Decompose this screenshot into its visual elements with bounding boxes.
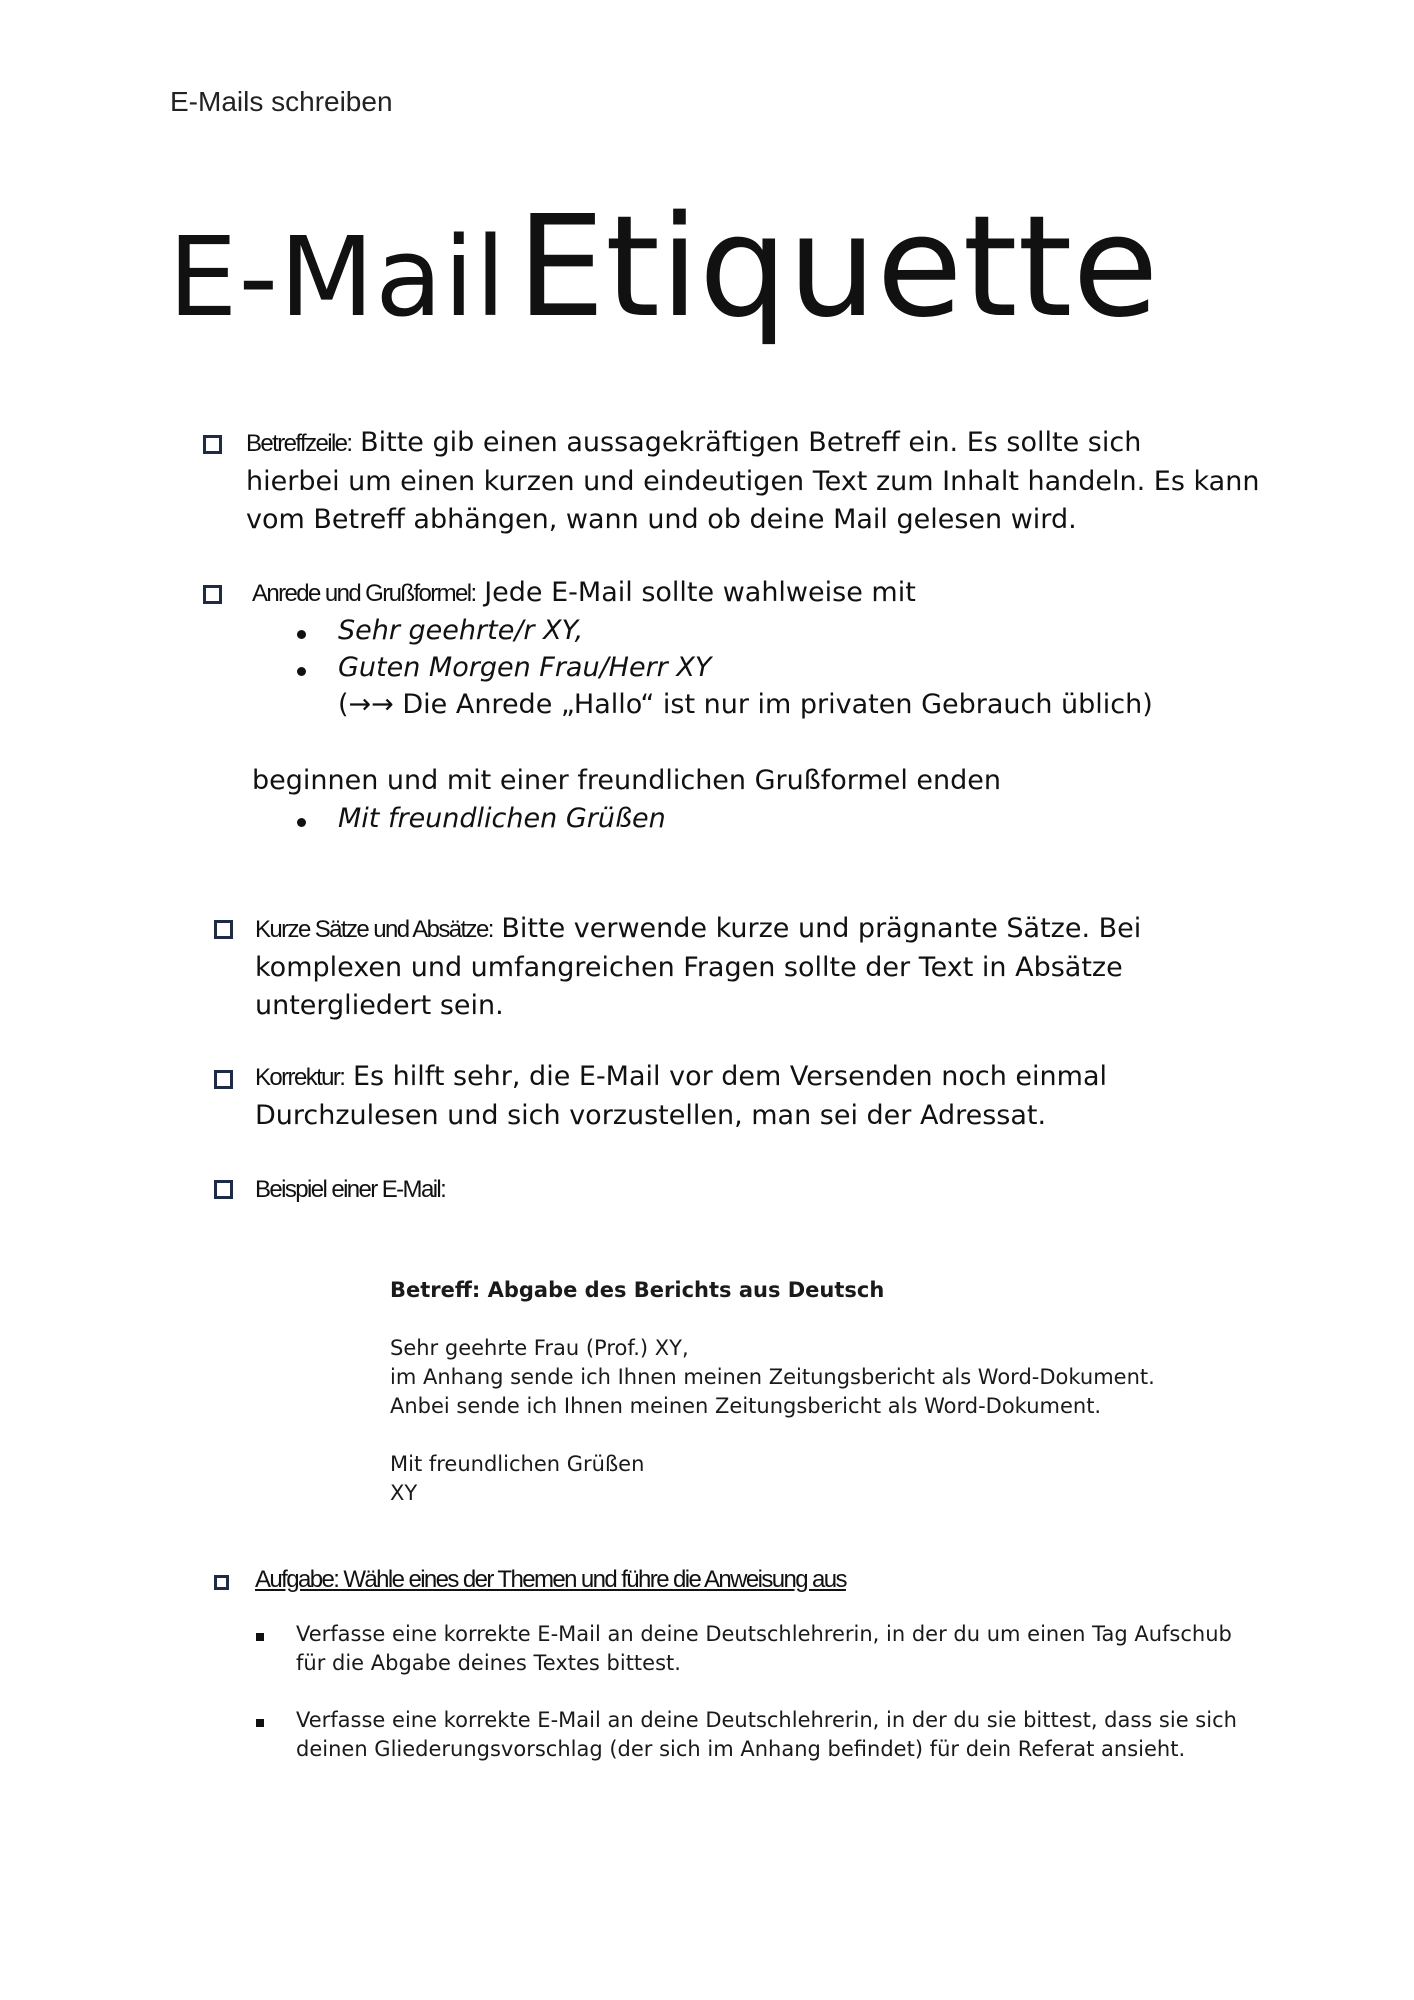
checkbox-icon [214,1070,233,1089]
closing-intro: beginnen und mit einer freundlichen Grußformel enden [252,765,1001,796]
greeting-note: (→→ Die Anrede „Hallo“ ist nur im privaten Gebrauch üblich) [338,689,1153,720]
checkbox-icon [203,435,222,454]
section-label: Betreffzeile: [246,430,352,457]
section-label: Beispiel einer E-Mail: [255,1176,446,1203]
example-email [390,1276,1155,1508]
closing-example: Mit freundlichen Grüßen [338,803,666,834]
section-text-line: Bitte gib einen aussagekräftigen Betreff ein. Es sollte sich [360,427,1142,458]
section-text-line: untergliedert sein. [255,990,504,1021]
greeting-example: Sehr geehrte/r XY, [338,615,584,646]
task-item-line: Verfasse eine korrekte E-Mail an deine Deutschlehrerin, in der du sie bittest, dass sie sich [296,1708,1237,1732]
email-subject: Betreff: Abgabe des Berichts aus Deutsch [390,1278,885,1302]
task-heading [255,1560,846,1599]
section-greeting [252,574,916,613]
square-bullet-icon [256,1719,264,1727]
checkbox-icon [214,1575,229,1590]
task-label: Aufgabe: Wähle eines der Themen und führe die Anweisung aus [255,1566,846,1593]
task-item-line: für die Abgabe deines Textes bittest. [296,1651,681,1675]
task-item [296,1620,1232,1678]
section-example [255,1170,445,1209]
section-text-line: vom Betreff abhängen, wann und ob deine Mail gelesen wird. [246,504,1077,535]
checkbox-icon [203,585,222,604]
bullet-icon [297,630,306,639]
section-proofreading [255,1058,1107,1135]
email-closing: Mit freundlichen Grüßen [390,1452,645,1476]
section-label: Korrektur: [255,1064,345,1091]
email-signature: XY [390,1481,418,1505]
title-part-etiquette: Etiquette [516,186,1159,349]
section-label: Anrede und Grußformel: [252,580,476,607]
section-text-line: Durchzulesen und sich vorzustellen, man sei der Adressat. [255,1100,1047,1131]
email-salutation: Sehr geehrte Frau (Prof.) XY, [390,1336,689,1360]
task-item-line: deinen Gliederungsvorschlag (der sich im Anhang befindet) für dein Referat ansieht. [296,1737,1186,1761]
task-item-line: Verfasse eine korrekte E-Mail an deine Deutschlehrerin, in der du um einen Tag Aufschub [296,1622,1232,1646]
checkbox-icon [214,920,233,939]
bullet-icon [297,818,306,827]
section-text-line: hierbei um einen kurzen und eindeutigen Text zum Inhalt handeln. Es kann [246,466,1260,497]
greeting-example: Guten Morgen Frau/Herr XY [338,652,712,683]
section-label: Kurze Sätze und Absätze: [255,916,493,943]
section-text-line: komplexen und umfangreichen Fragen sollte der Text in Absätze [255,952,1123,983]
page-title [168,186,1159,349]
title-part-email: E-Mail [168,213,507,341]
square-bullet-icon [256,1633,264,1641]
section-subject-line [246,424,1259,539]
email-body-line: Anbei sende ich Ihnen meinen Zeitungsbericht als Word-Dokument. [390,1394,1102,1418]
section-short-sentences [255,910,1141,1025]
section-text-line: Bitte verwende kurze und prägnante Sätze. Bei [501,913,1142,944]
email-body-line: im Anhang sende ich Ihnen meinen Zeitungsbericht als Word-Dokument. [390,1365,1155,1389]
section-text-line: Es hilft sehr, die E-Mail vor dem Versenden noch einmal [352,1061,1107,1092]
bullet-icon [297,667,306,676]
section-intro: Jede E-Mail sollte wahlweise mit [484,577,916,608]
task-item [296,1706,1237,1764]
document-header: E-Mails schreiben [170,86,393,117]
checkbox-icon [214,1180,233,1199]
